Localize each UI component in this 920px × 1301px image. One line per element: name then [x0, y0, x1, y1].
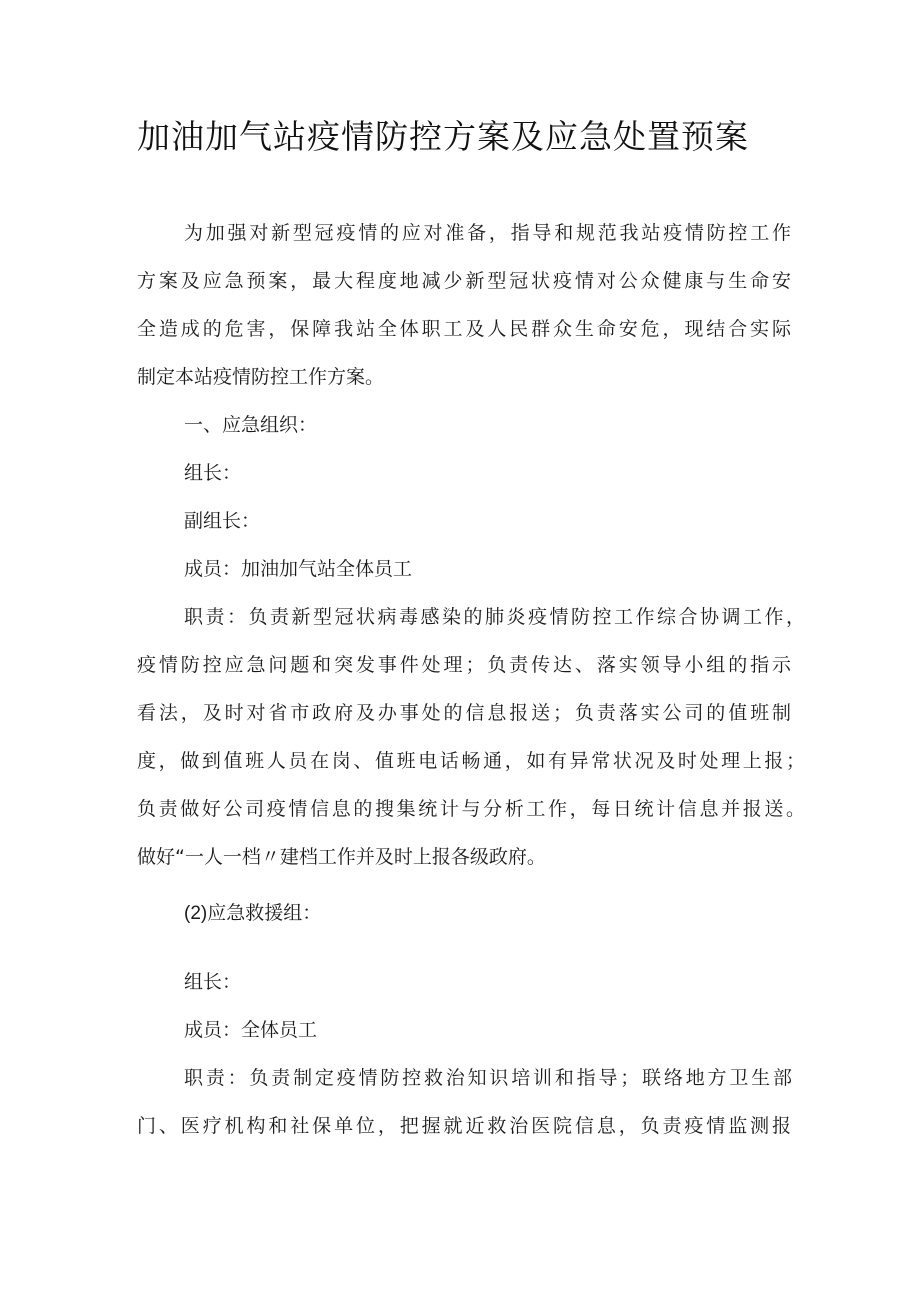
section1-duties-line-3: 看法，及时对省市政府及办事处的信息报送；负责落实公司的值班制 [137, 702, 791, 724]
section2-members: 成员：全体员工 [184, 1019, 318, 1041]
section1-duties-line-2: 疫情防控应急问题和突发事件处理；负责传达、落实领导小组的指示 [137, 654, 791, 676]
document-title: 加油加气站疫情防控方案及应急处置预案 [137, 117, 749, 156]
section1-leader: 组长： [184, 462, 242, 484]
section2-heading-number: (2) [184, 903, 208, 924]
section2-heading-text: 应急救援组： [207, 902, 322, 924]
intro-line-4: 制定本站疫情防控工作方案。 [137, 366, 385, 388]
intro-line-2: 方案及应急预案，最大程度地减少新型冠状疫情对公众健康与生命安 [137, 270, 791, 292]
section1-deputy-leader: 副组长： [184, 510, 261, 532]
section2-heading [184, 898, 321, 929]
section1-duties-line-6: 做好“一人一档〃建档工作并及时上报各级政府。 [137, 846, 546, 868]
section2-leader: 组长： [184, 971, 242, 993]
section1-duties-line-4: 度，做到值班人员在岗、值班电话畅通，如有异常状况及时处理上报； [137, 750, 805, 772]
section2-duties-line-2: 门、医疗机构和社保单位，把握就近救治医院信息，负责疫情监测报 [137, 1115, 791, 1137]
section1-heading: 一、应急组织： [184, 414, 318, 436]
section1-members: 成员：加油加气站全体员工 [184, 558, 413, 580]
intro-line-3: 全造成的危害，保障我站全体职工及人民群众生命安危，现结合实际 [137, 318, 791, 340]
section1-duties-line-5: 负责做好公司疫情信息的搜集统计与分析工作，每日统计信息并报送。 [137, 798, 805, 820]
section1-duties-line-1: 职责：负责新型冠状病毒感染的肺炎疫情防控工作综合协调工作， [184, 606, 805, 628]
intro-line-1: 为加强对新型冠疫情的应对准备，指导和规范我站疫情防控工作 [184, 222, 791, 244]
section2-duties-line-1: 职责：负责制定疫情防控救治知识培训和指导；联络地方卫生部 [184, 1067, 792, 1089]
